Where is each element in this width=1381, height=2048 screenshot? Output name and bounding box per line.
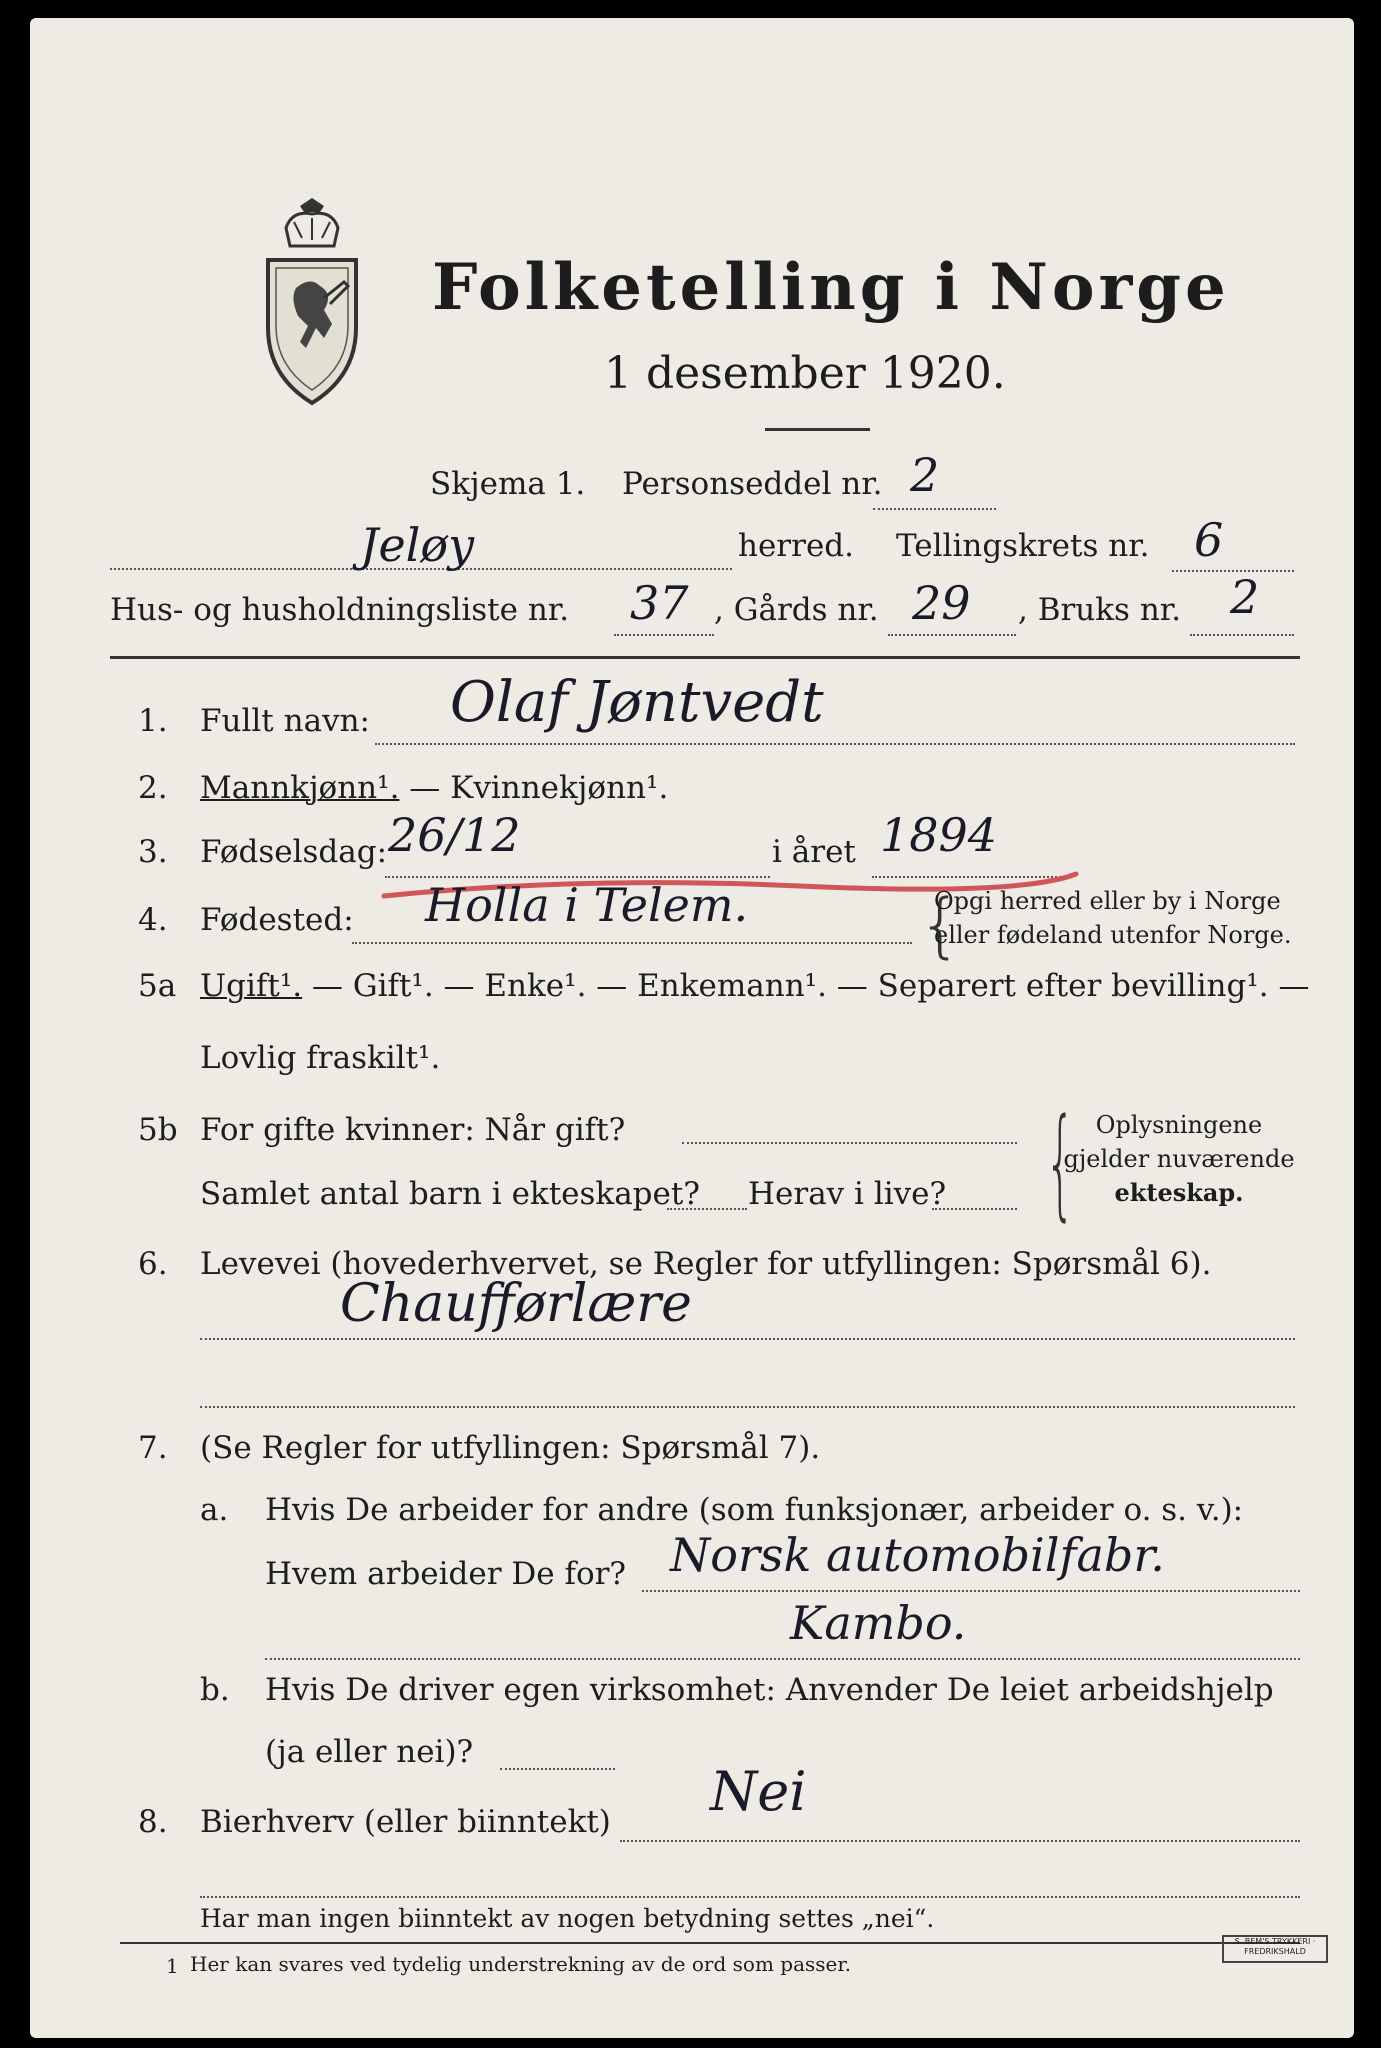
employer-field-2[interactable]: [265, 1658, 1300, 1660]
birthplace-note-brace: {: [918, 884, 963, 966]
tellingskrets-label: Tellingskrets nr.: [896, 528, 1150, 564]
gards-label: , Gårds nr.: [714, 592, 879, 628]
footnote-number: 1: [166, 1954, 179, 1978]
employer-value-1: [670, 1528, 1165, 1582]
occupation-label: Levevei (hovederhvervet, se Regler for utfyllingen: Spørsmål 6).: [200, 1246, 1212, 1282]
marriage-note-brace: {: [1044, 1094, 1076, 1233]
census-form: [30, 18, 1354, 2038]
marital-options: [200, 968, 1309, 1004]
q2-number: 2.: [138, 770, 168, 806]
children-total-field[interactable]: [667, 1208, 747, 1210]
occupation-value: Chaufførlære: [340, 1274, 692, 1334]
q6-number: 6.: [138, 1246, 168, 1282]
full-name-field[interactable]: [375, 743, 1295, 745]
side-income-field-2[interactable]: [200, 1896, 1300, 1898]
occupation-field-2[interactable]: [200, 1406, 1295, 1408]
employer-value-2: Kambo.: [790, 1596, 967, 1650]
person-number-line[interactable]: [873, 508, 996, 510]
bruks-value: 2: [1230, 570, 1260, 624]
sex-options: [200, 770, 668, 806]
coat-of-arms-icon: [262, 198, 362, 418]
divorced-option[interactable]: Lovlig fraskilt¹.: [200, 1040, 441, 1076]
herred-value: Jeløy: [360, 518, 475, 572]
gards-line[interactable]: [888, 634, 1016, 636]
birth-year-value: 1894: [880, 808, 998, 862]
children-alive-label: Herav i live?: [748, 1176, 947, 1212]
side-income-note: Har man ingen biinntekt av nogen betydning settes „nei“.: [200, 1904, 935, 1933]
q1-number: 1.: [138, 703, 168, 739]
bruks-line[interactable]: [1190, 634, 1294, 636]
birthplace-note-line1: Opgi herred eller by i Norge: [934, 887, 1281, 915]
q7-number: 7.: [138, 1430, 168, 1466]
birthplace-note: [934, 884, 1292, 952]
q4-number: 4.: [138, 902, 168, 938]
sex-separator: —: [399, 770, 451, 806]
q8-number: 8.: [138, 1804, 168, 1840]
footer-divider: [120, 1942, 1300, 1944]
birthday-label: Fødselsdag:: [200, 834, 388, 870]
marriage-note-line1: Oplysningene: [1095, 1111, 1263, 1139]
gards-value: 29: [912, 576, 971, 630]
q5b-number: 5b: [138, 1112, 178, 1148]
bruks-label: , Bruks nr.: [1018, 592, 1182, 628]
herred-label: herred.: [738, 528, 854, 564]
q7a-question: Hvis De arbeider for andre (som funksjonær, arbeider o. s. v.):: [265, 1492, 1244, 1528]
q5a-number: 5a: [138, 968, 177, 1004]
person-number-value: 2: [910, 448, 940, 502]
footnote-text: Her kan svares ved tydelig understrekning av de ord som passer.: [190, 1952, 852, 1976]
employer-field-1[interactable]: [642, 1590, 1300, 1592]
birthplace-value: Holla i Telem.: [425, 878, 749, 932]
q7b-letter: b.: [200, 1672, 230, 1708]
husholdningsliste-label: Hus- og husholdningsliste nr.: [110, 592, 570, 628]
title-divider: [765, 428, 870, 431]
printer-stamp: S. BEM'S TRYKKERI · FREDRIKSHALD: [1222, 1935, 1328, 1963]
male-option[interactable]: Mannkjønn¹.: [200, 770, 400, 806]
side-income-value: Nei: [710, 1760, 807, 1823]
employer-value-text: Norsk automobilfabr.: [670, 1528, 1165, 1582]
hired-help-field[interactable]: [500, 1768, 615, 1770]
form-title: Folketelling i Norge: [432, 250, 1230, 325]
employer-label: Hvem arbeider De for?: [265, 1556, 627, 1592]
tellingskrets-value: 6: [1194, 513, 1224, 567]
husholdningsliste-value: 37: [630, 576, 689, 630]
birthplace-note-line2: eller fødeland utenfor Norge.: [934, 921, 1292, 949]
female-option[interactable]: Kvinnekjønn¹.: [450, 770, 669, 806]
married-when-label: For gifte kvinner: Når gift?: [200, 1112, 626, 1148]
birthday-value: 26/12: [388, 808, 521, 862]
occupation-field-1[interactable]: [200, 1338, 1295, 1340]
form-number: Skjema 1.: [430, 466, 586, 502]
birthplace-label: Fødested:: [200, 902, 354, 938]
full-name-value: Olaf Jøntvedt: [450, 670, 824, 735]
side-income-label: Bierhverv (eller biinntekt): [200, 1804, 611, 1840]
hired-help-label: (ja eller nei)?: [265, 1734, 474, 1770]
children-alive-field[interactable]: [932, 1208, 1017, 1210]
q7-label: (Se Regler for utfyllingen: Spørsmål 7).: [200, 1430, 821, 1466]
birthplace-field[interactable]: [352, 942, 912, 944]
full-name-label: Fullt navn:: [200, 703, 370, 739]
husholdningsliste-line[interactable]: [614, 634, 714, 636]
unmarried-option[interactable]: Ugift¹.: [200, 968, 303, 1004]
header-divider: [110, 656, 1300, 659]
person-number-label: Personseddel nr.: [622, 466, 883, 502]
census-date: 1 desember 1920.: [604, 348, 1006, 399]
marital-other-options[interactable]: — Gift¹. — Enke¹. — Enkemann¹. — Separert efter bevilling¹. —: [302, 968, 1310, 1004]
marriage-note-line2: gjelder nuværende: [1063, 1145, 1295, 1173]
side-income-field-1[interactable]: [620, 1840, 1300, 1842]
birth-year-label: i året: [772, 834, 856, 870]
q3-number: 3.: [138, 834, 168, 870]
marriage-note-line3: ekteskap.: [1114, 1178, 1244, 1207]
q7a-letter: a.: [200, 1492, 229, 1528]
q7b-question: Hvis De driver egen virksomhet: Anvender De leiet arbeidshjelp: [265, 1672, 1274, 1708]
married-when-field[interactable]: [682, 1142, 1017, 1144]
children-total-label: Samlet antal barn i ekteskapet?: [200, 1176, 700, 1212]
marriage-note: [1054, 1108, 1304, 1210]
